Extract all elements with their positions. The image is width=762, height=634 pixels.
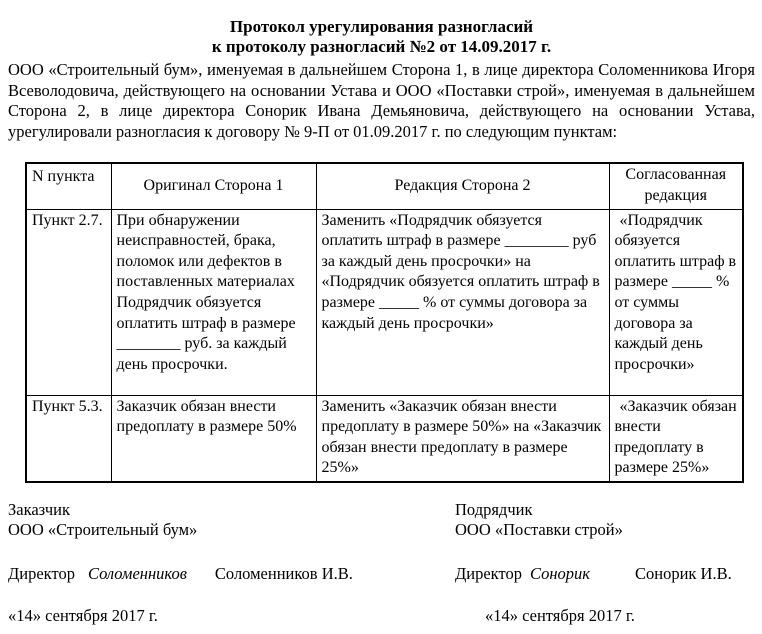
party-company: ООО «Поставки строй»: [455, 520, 623, 540]
cell-agreed-text: «Подрядчик обязуется оплатить штраф в размере _____ % от суммы договора за каждый день просрочки»: [609, 209, 743, 395]
signature-block-customer: [8, 500, 455, 627]
cell-agreed-text: «Заказчик обязан внести предоплату в размере 25%»: [609, 395, 743, 482]
director-printed-name: Сонорик И.В.: [634, 563, 732, 583]
signatures-section: [8, 500, 755, 627]
party-company: ООО «Строительный бум»: [8, 520, 198, 540]
signature-block-contractor: [455, 500, 755, 627]
table-row: [26, 395, 743, 482]
col-header-revision-party2: Редакция Сторона 2: [316, 163, 609, 209]
cell-revision-text: Заменить «Заказчик обязан внести предоплату в размере 50%» на «Заказчик обязан внести предоплату в размере 25%»: [316, 395, 609, 482]
cell-item-number: Пункт 5.3.: [26, 395, 111, 482]
party-role: Подрядчик: [455, 499, 533, 519]
cell-revision-text: Заменить «Подрядчик обязуется оплатить штраф в размере ________ руб за каждый день просрочки» на «Подрядчик обязуется оплатить штраф в размере _____ % от суммы договора за каждый день просрочки»: [316, 209, 609, 395]
col-header-item-number: N пункта: [26, 163, 111, 209]
cell-original-text: Заказчик обязан внести предоплату в размере 50%: [111, 395, 316, 482]
col-header-agreed-version: Согласованная редакция: [609, 163, 743, 209]
party-role: Заказчик: [8, 499, 71, 519]
intro-paragraph: ООО «Строительный бум», именуемая в дальнейшем Сторона 1, в лице директора Соломенникова Игоря Всеволодовича, действующего на основании Устава и ООО «Поставки строй», именуемая в дальнейшем Сторона 2, в лице директора Сонорик Ивана Демьяновича, действующего на основании Устава, урегулировали разногласия к договору № 9-П от 01.09.2017 г. по следующим пунктам:: [8, 60, 755, 141]
handwritten-signature: Соломенников: [87, 563, 187, 583]
col-header-original-party1: Оригинал Сторона 1: [111, 163, 316, 209]
director-title: Директор: [8, 563, 75, 583]
director-signature-line: [455, 564, 755, 585]
disagreements-table: [25, 162, 744, 483]
director-printed-name: Соломенников И.В.: [214, 563, 353, 583]
handwritten-signature: Сонорик: [529, 563, 590, 583]
table-row: [26, 209, 743, 395]
director-signature-line: [8, 564, 455, 585]
cell-item-number: Пункт 2.7.: [26, 209, 111, 395]
title-line-2: к протоколу разногласий №2 от 14.09.2017 г.: [211, 37, 552, 56]
signature-date: «14» сентября 2017 г.: [8, 606, 158, 626]
document-title: [8, 17, 755, 57]
table-header-row: [26, 163, 743, 209]
signature-date: «14» сентября 2017 г.: [485, 606, 635, 626]
director-title: Директор: [455, 563, 522, 583]
cell-original-text: При обнаружении неисправностей, брака, поломок или дефектов в поставленных материалах Подрядчик обязуется оплатить штраф в размере ________ руб. за каждый день просрочки.: [111, 209, 316, 395]
title-line-1: Протокол урегулирования разногласий: [229, 17, 534, 36]
